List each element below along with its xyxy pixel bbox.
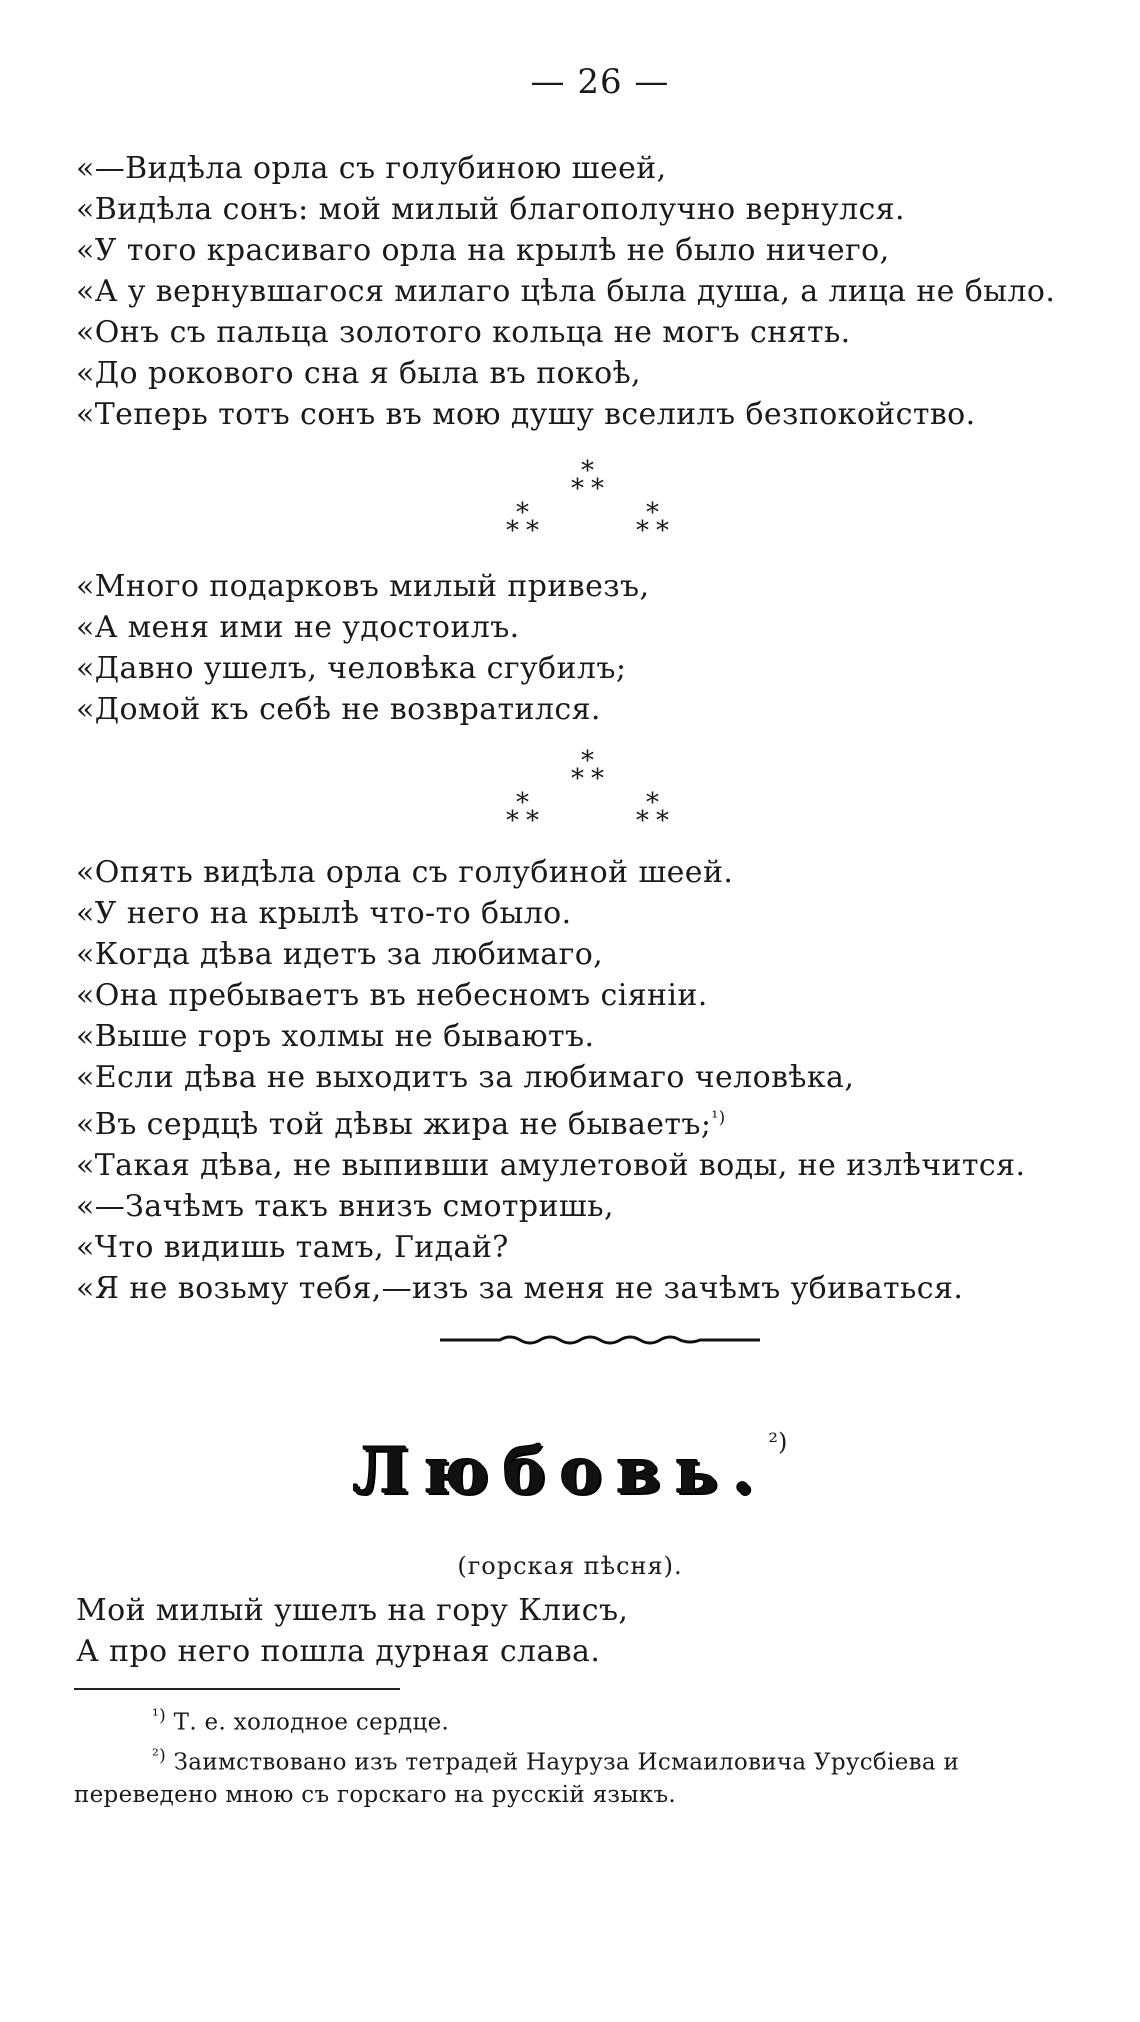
stanza-3 [76,852,1025,1309]
poem-title: Любовь. [352,1434,769,1509]
poem-subtitle: (горская пѣсня). [457,1552,683,1580]
footnote-separator [74,1688,400,1690]
verse-line: «Онъ съ пальца золотого кольца не могъ снять. [76,315,851,350]
footnote-ref: ¹) [711,1108,726,1128]
poem-title-block [0,1428,1140,1509]
verse-line: «Давно ушелъ, человѣка сгубилъ; [76,651,627,686]
verse-line: «Что видишь тамъ, Гидай? [76,1230,509,1265]
verse-line: «Если дѣва не выходитъ за любимаго человѣка, [76,1060,855,1095]
verse-line: «—Видѣла орла съ голубиною шеей, [76,151,667,186]
verse-line: «Опять видѣла орла съ голубиной шеей. [76,855,734,890]
page-number: — 26 — [530,62,670,102]
verse-line: «Такая дѣва, не выпивши амулетовой воды, не излѣчится. [76,1148,1026,1183]
verse-line: «Видѣла сонъ: мой милый благополучно вернулся. [76,192,905,227]
verse-line: «Домой къ себѣ не возвратился. [76,692,601,727]
footnote-1: $^{^1)}$ Т. е. холодное сердце. [152,1706,450,1736]
verse-line: «Выше горъ холмы не бываютъ. [76,1019,595,1054]
footnote-2-continued: переведено мною съ горскаго на русскій языкъ. [74,1782,677,1809]
asterism-divider: * * * * * * * * * [506,746,669,836]
verse-line: «Теперь тотъ сонъ въ мою душу вселилъ безпокойство. [76,397,976,432]
verse-line: «До рокового сна я была въ покоѣ, [76,356,641,391]
stanza-4 [76,1590,628,1672]
title-footnote-ref: ²) [768,1428,788,1456]
verse-line: «Много подарковъ милый привезъ, [76,569,650,604]
asterism-divider: * * * * * * * * * [506,456,669,546]
verse-line: «А у вернувшагося милаго цѣла была душа, а лица не было. [76,274,1056,309]
stanza-1 [76,148,1055,435]
verse-line: «Въ сердцѣ той дѣвы жира не бываетъ;$^{^1)}$ [76,1107,726,1142]
verse-line: «—Зачѣмъ такъ внизъ смотришь, [76,1189,614,1224]
stanza-2 [76,566,649,730]
footnotes [74,1700,1134,1812]
verse-line: «Я не возьму тебя,—изъ за меня не зачѣмъ убиваться. [76,1271,964,1306]
verse-line: Мой милый ушелъ на гору Клисъ, [76,1593,629,1628]
verse-line: «Она пребываетъ въ небесномъ сіяніи. [76,978,708,1013]
verse-line: «У того красиваго орла на крылѣ не было ничего, [76,233,890,268]
verse-line: «У него на крылѣ что-то было. [76,896,572,931]
verse-line: «А меня ими не удостоилъ. [76,610,520,645]
verse-line: «Когда дѣва идетъ за любимаго, [76,937,604,972]
verse-line: А про него пошла дурная слава. [76,1634,601,1669]
footnote-2: $^{^2)}$ Заимствовано изъ тетрадей Науруза Исмаиловича Урусбіева и [152,1745,960,1776]
wavy-divider [440,1330,760,1350]
